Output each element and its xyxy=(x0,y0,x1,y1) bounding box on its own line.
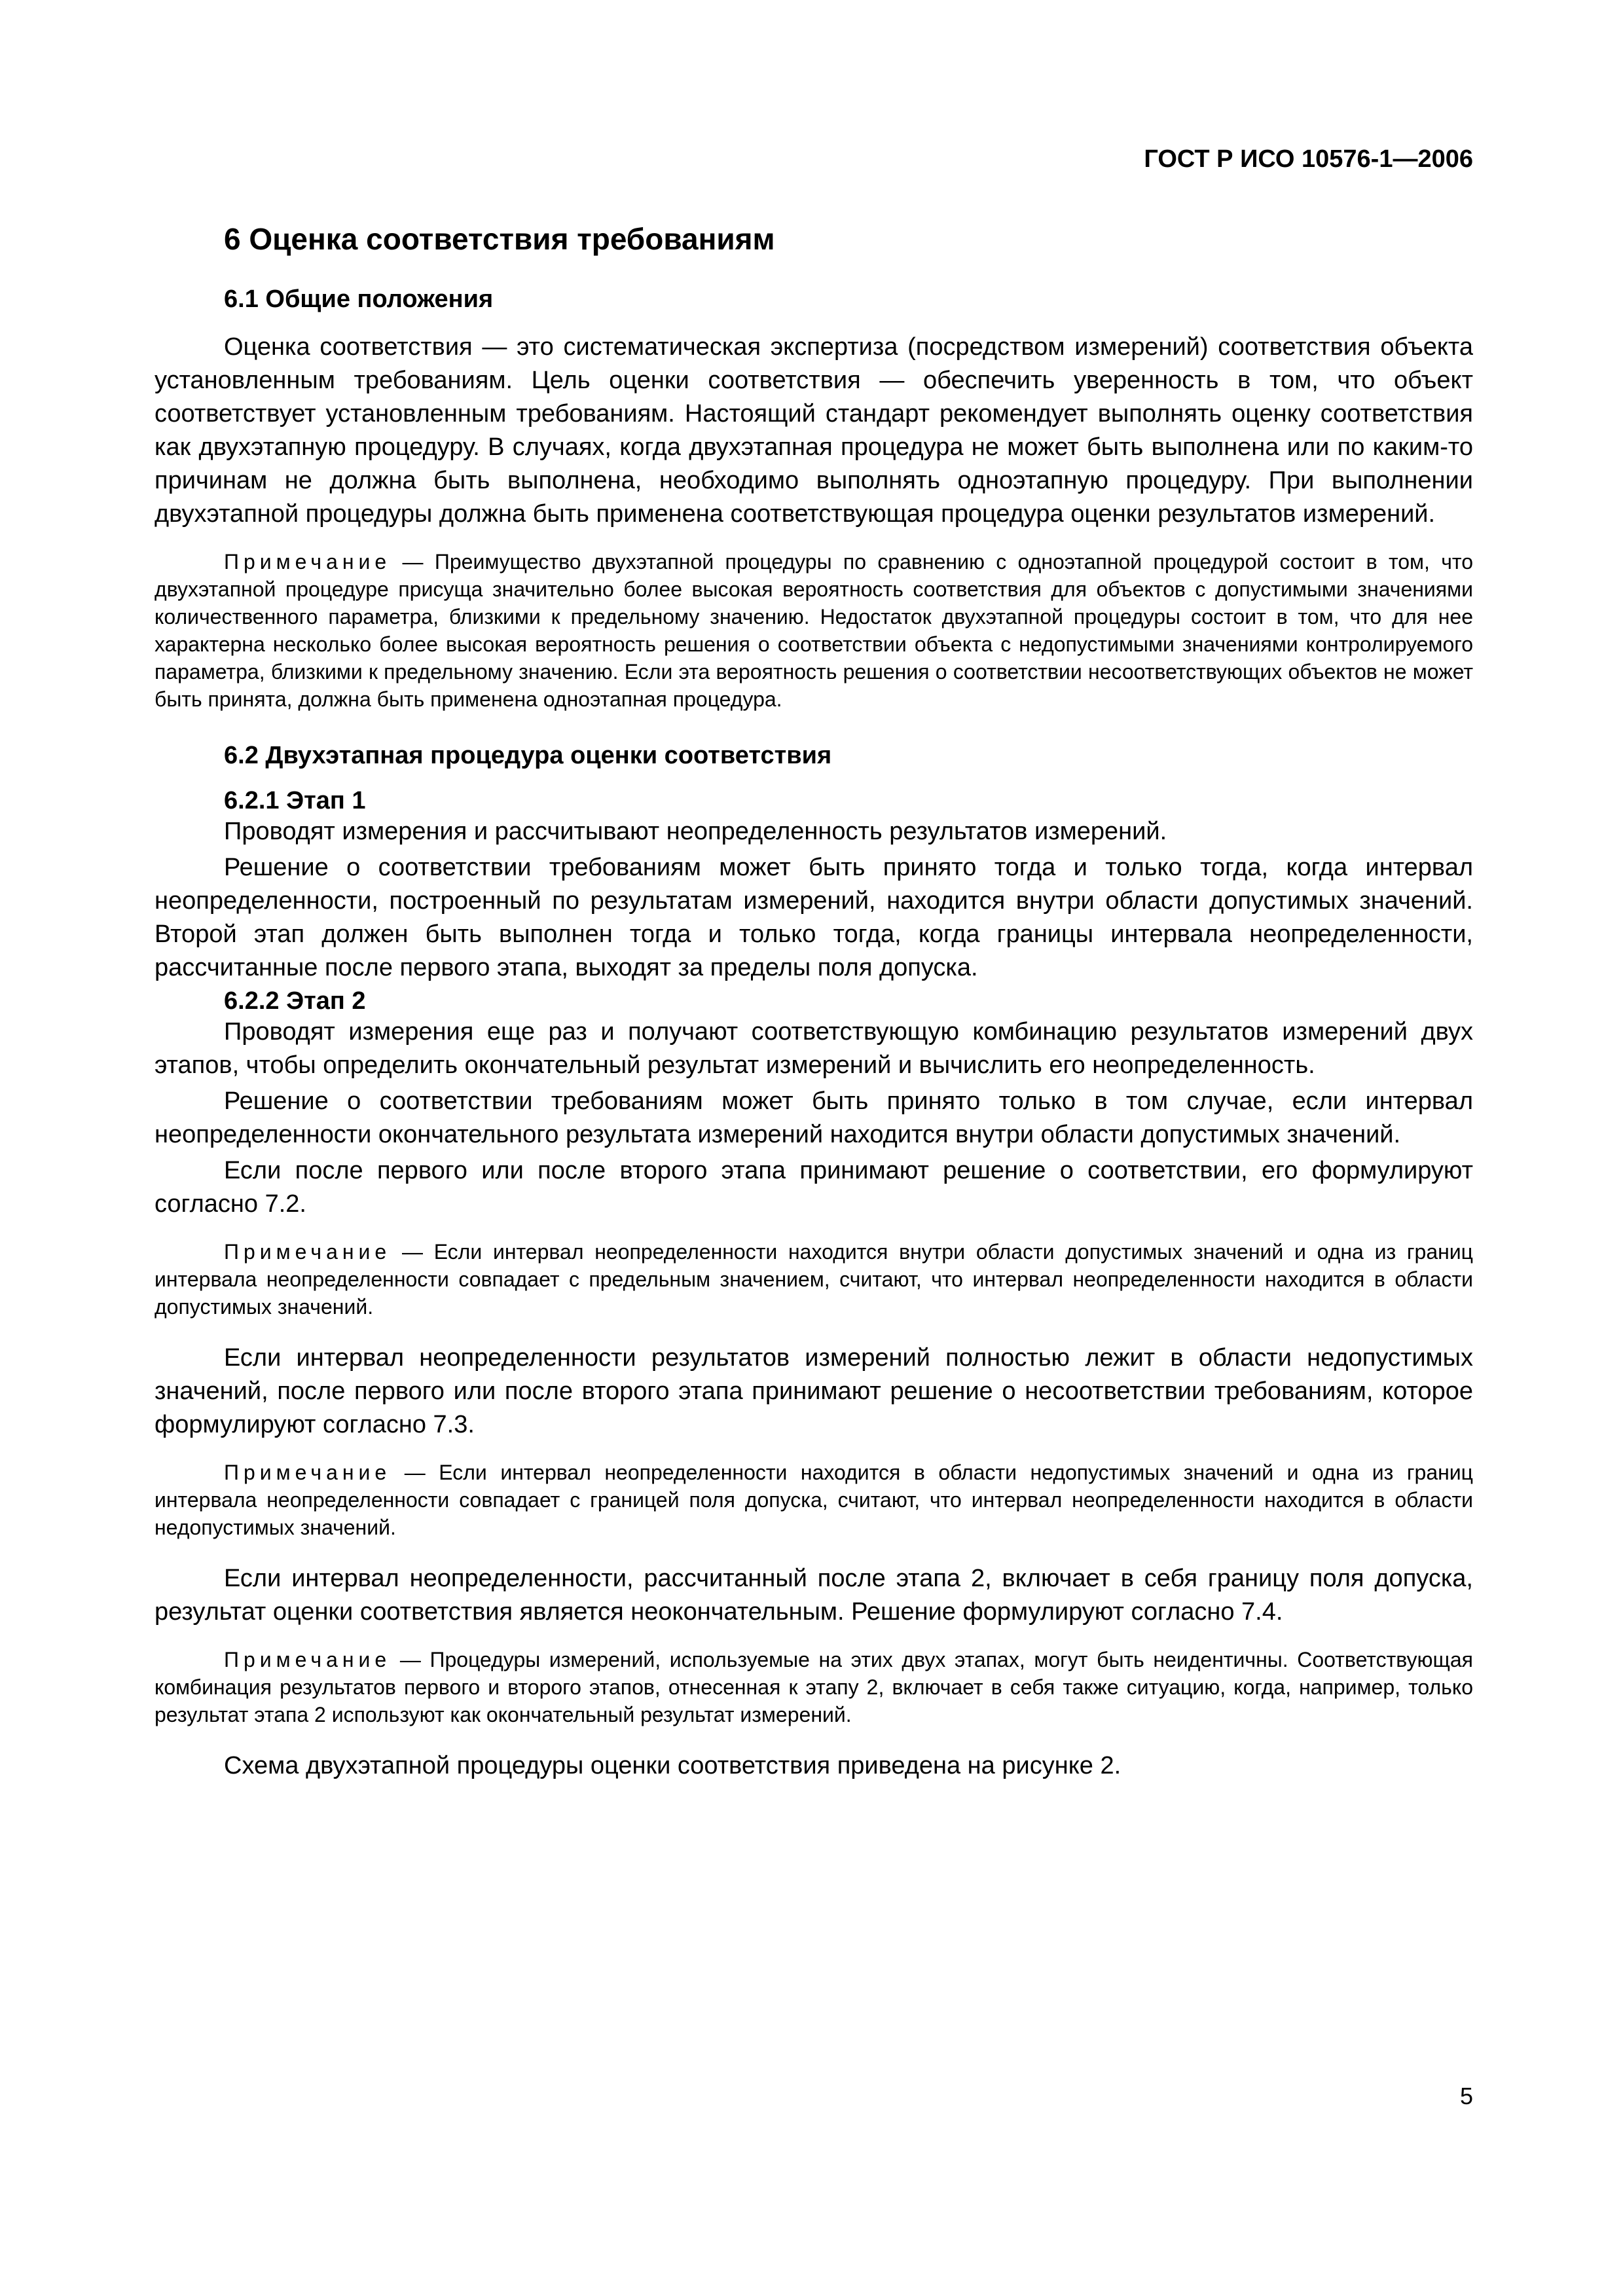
paragraph-6-2-1-b: Решение о соответствии требованиям может быть принято тогда и только тогда, когда интервал неопределенности, построенный по результатам измерений, находится внутри области допустимых значений. Второй этап должен быть выполнен тогда и только тогда, когда границы интервала неопределенности, рассчитанные после первого этапа, выходят за пределы поля допуска. xyxy=(155,854,1473,981)
document-code-header: ГОСТ Р ИСО 10576-1—2006 xyxy=(1144,145,1473,173)
note-text: Если интервал неопределенности находится в области недопустимых значений и одна из границ интервала неопределенности совпадает с границей поля допуска, считают, что интервал неопределенности находится в области недопустимых значений. xyxy=(155,1461,1474,1539)
note-6-2-2-b xyxy=(155,1459,1473,1541)
note-dash: — xyxy=(391,1461,439,1484)
paragraph-6-2-2-f: Схема двухэтапной процедуры оценки соответствия приведена на рисунке 2. xyxy=(224,1752,1122,1779)
subsection-title-6-2: 6.2 Двухэтапная процедура оценки соответствия xyxy=(224,742,832,769)
paragraph-6-2-2-a: Проводят измерения еще раз и получают соответствующую комбинацию результатов измерений двух этапов, чтобы определить окончательный результат измерений и вычислить его неопределенность. xyxy=(155,1018,1473,1079)
paragraph-6-1: Оценка соответствия — это систематическая экспертиза (посредством измерений) соответствия объекта установленным требованиям. Цель оценки соответствия — обеспечить уверенность в том, что объект соответствует установленным требованиям. Настоящий стандарт рекомендует выполнять оценку соответствия как двухэтапную процедуру. В случаях, когда двухэтапная процедура не может быть выполнена или по каким-то причинам не должна быть выполнена, необходимо выполнять одноэтапную процедуру. При выполнении двухэтапной процедуры должна быть применена соответствующая процедура оценки результатов измерений. xyxy=(155,333,1473,528)
note-label: Примечание xyxy=(224,1648,392,1671)
page-number: 5 xyxy=(1459,2083,1473,2109)
note-6-2-2-a xyxy=(155,1238,1473,1321)
note-6-2-2-c xyxy=(155,1646,1473,1728)
paragraph-6-2-2-c: Если после первого или после второго этапа принимают решение о соответствии, его формулируют согласно 7.2. xyxy=(155,1157,1473,1218)
page-content xyxy=(155,221,1473,1785)
note-text: Если интервал неопределенности находится внутри области допустимых значений и одна из границ интервала неопределенности совпадает с предельным значением, считают, что интервал неопределенности находится в области допустимых значений. xyxy=(155,1240,1474,1319)
note-dash: — xyxy=(391,1648,430,1671)
note-label: Примечание xyxy=(224,1240,392,1264)
subsection-title-6-2-2: 6.2.2 Этап 2 xyxy=(224,987,366,1015)
subsection-title-6-2-1: 6.2.1 Этап 1 xyxy=(224,787,366,814)
note-label: Примечание xyxy=(224,1461,392,1484)
note-label: Примечание xyxy=(224,550,392,574)
paragraph-6-2-2-e: Если интервал неопределенности, рассчитанный после этапа 2, включает в себя границу поля допуска, результат оценки соответствия является неокончательным. Решение формулируют согласно 7.4. xyxy=(155,1565,1473,1626)
note-6-1 xyxy=(155,548,1473,713)
section-title: 6 Оценка соответствия требованиям xyxy=(224,222,775,256)
note-dash: — xyxy=(391,1240,434,1264)
paragraph-6-2-1-a: Проводят измерения и рассчитывают неопределенность результатов измерений. xyxy=(224,818,1167,845)
paragraph-6-2-2-d: Если интервал неопределенности результатов измерений полностью лежит в области недопустимых значений, после первого или после второго этапа принимают решение о несоответствии требованиям, которое формулируют согласно 7.3. xyxy=(155,1344,1473,1438)
subsection-title-6-1: 6.1 Общие положения xyxy=(224,285,494,313)
paragraph-6-2-2-b: Решение о соответствии требованиям может быть принято только в том случае, если интервал неопределенности окончательного результата измерений находится внутри области допустимых значений. xyxy=(155,1087,1473,1148)
note-dash: — xyxy=(391,550,435,574)
note-text: Процедуры измерений, используемые на этих двух этапах, могут быть неидентичны. Соответствующая комбинация результатов первого и второго этапов, отнесенная к этапу 2, включает в себя также ситуацию, когда, например, только результат этапа 2 используют как окончательный результат измерений. xyxy=(155,1648,1474,1726)
note-text: Преимущество двухэтапной процедуры по сравнению с одноэтапной процедурой состоит в том, что двухэтапной процедуре присуща значительно более высокая вероятность соответствия для объектов с допустимыми значениями количественного параметра, близкими к предельному значению. Недостаток двухэтапной процедуры состоит в том, что для нее характерна несколько более высокая вероятность решения о соответствии объекта с недопустимыми значениями контролируемого параметра, близкими к предельному значению. Если эта вероятность решения о соответствии несоответствующих объектов не может быть принята, должна быть применена одноэтапная процедура. xyxy=(155,550,1474,711)
